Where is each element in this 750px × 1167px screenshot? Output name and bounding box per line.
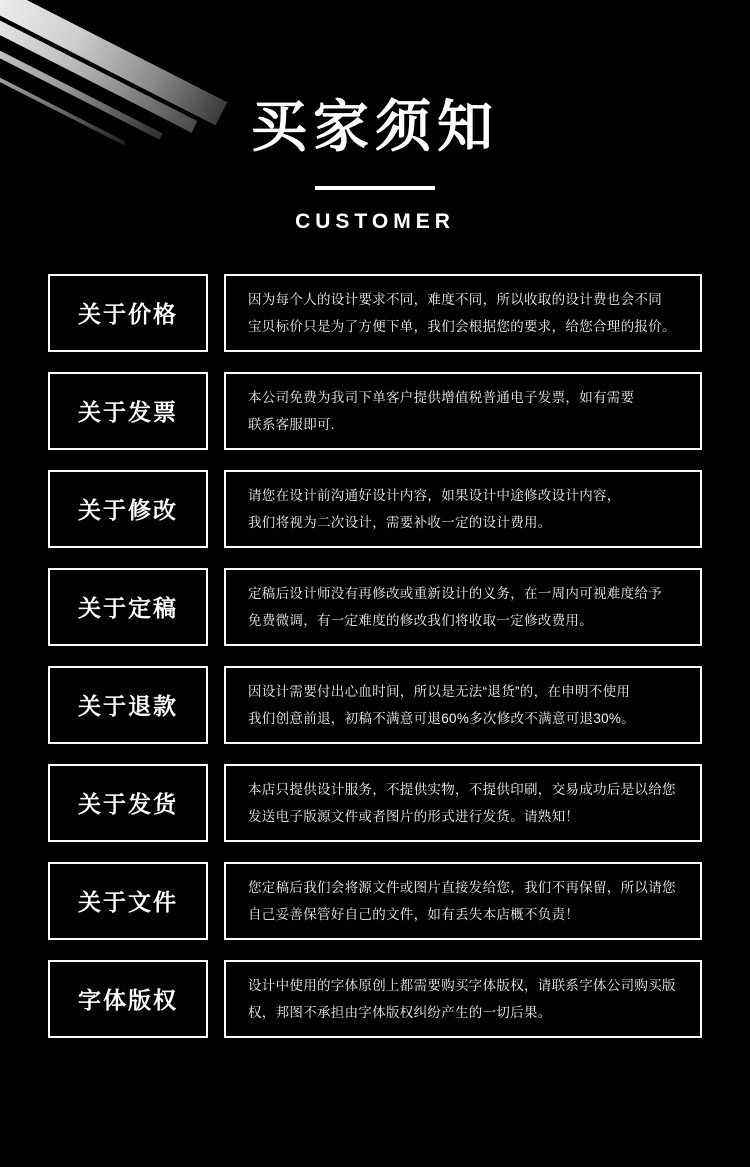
notice-label-text: 关于修改 bbox=[78, 497, 178, 524]
notice-body-modification bbox=[224, 470, 702, 548]
notice-line: 本公司免费为我司下单客户提供增值税普通电子发票，如有需要 bbox=[248, 389, 635, 405]
notice-line: 设计中使用的字体原创上都需要购买字体版权，请联系字体公司购买版 bbox=[248, 977, 676, 993]
notice-body-delivery bbox=[224, 764, 702, 842]
notice-label-invoice bbox=[48, 372, 208, 450]
notice-row bbox=[48, 568, 702, 646]
notice-label-text: 关于发票 bbox=[78, 399, 178, 426]
notice-label-price bbox=[48, 274, 208, 352]
notice-line: 因为每个人的设计要求不同，难度不同，所以收取的设计费也会不同 bbox=[248, 291, 662, 307]
notice-line: 联系客服即可. bbox=[248, 416, 335, 432]
notice-label-modification bbox=[48, 470, 208, 548]
notice-body-invoice bbox=[224, 372, 702, 450]
notice-row bbox=[48, 274, 702, 352]
notice-row bbox=[48, 470, 702, 548]
notice-body-finalization bbox=[224, 568, 702, 646]
notice-row bbox=[48, 372, 702, 450]
notice-body-price bbox=[224, 274, 702, 352]
notice-line: 自己妥善保管好自己的文件，如有丢失本店概不负责！ bbox=[248, 906, 580, 922]
notice-row bbox=[48, 862, 702, 940]
notice-label-text: 关于退款 bbox=[78, 693, 178, 720]
page-header bbox=[0, 0, 750, 234]
notice-label-text: 关于发货 bbox=[78, 791, 178, 818]
notice-line: 免费微调，有一定难度的修改我们将收取一定修改费用。 bbox=[248, 612, 593, 628]
notice-label-finalization bbox=[48, 568, 208, 646]
notice-label-text: 关于定稿 bbox=[78, 595, 178, 622]
notice-line: 我们将视为二次设计，需要补收一定的设计费用。 bbox=[248, 514, 552, 530]
notice-label-refund bbox=[48, 666, 208, 744]
notice-line: 发送电子版源文件或者图片的形式进行发货。请熟知！ bbox=[248, 808, 580, 824]
page-title: 买家须知 bbox=[251, 95, 499, 158]
notice-line: 您定稿后我们会将源文件或图片直接发给您，我们不再保留，所以请您 bbox=[248, 879, 676, 895]
notice-label-text: 字体版权 bbox=[78, 987, 178, 1014]
notice-line: 定稿后设计师没有再修改或重新设计的义务，在一周内可视难度给予 bbox=[248, 585, 662, 601]
title-divider bbox=[315, 186, 435, 190]
page-subtitle: CUSTOMER bbox=[295, 209, 455, 233]
notice-line: 宝贝标价只是为了方便下单，我们会根据您的要求，给您合理的报价。 bbox=[248, 318, 676, 334]
notice-body-refund bbox=[224, 666, 702, 744]
notice-line: 权，邦图不承担由字体版权纠纷产生的一切后果。 bbox=[248, 1004, 552, 1020]
notice-label-text: 关于文件 bbox=[78, 889, 178, 916]
notice-row bbox=[48, 764, 702, 842]
notice-list bbox=[0, 274, 750, 1038]
notice-label-text: 关于价格 bbox=[78, 301, 178, 328]
notice-label-font-copyright bbox=[48, 960, 208, 1038]
notice-body-font-copyright bbox=[224, 960, 702, 1038]
notice-label-delivery bbox=[48, 764, 208, 842]
notice-line: 我们创意前退，初稿不满意可退60%多次修改不满意可退30%。 bbox=[248, 710, 636, 726]
notice-line: 请您在设计前沟通好设计内容，如果设计中途修改设计内容， bbox=[248, 487, 621, 503]
notice-body-files bbox=[224, 862, 702, 940]
notice-row bbox=[48, 960, 702, 1038]
notice-line: 因设计需要付出心血时间，所以是无法“退货”的，在申明不使用 bbox=[248, 683, 631, 699]
notice-line: 本店只提供设计服务，不提供实物，不提供印刷，交易成功后是以给您 bbox=[248, 781, 676, 797]
notice-label-files bbox=[48, 862, 208, 940]
notice-row bbox=[48, 666, 702, 744]
